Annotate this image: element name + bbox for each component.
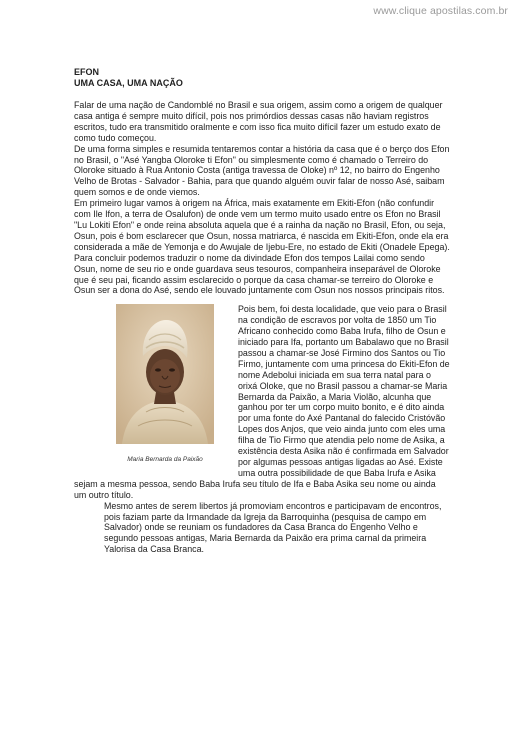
- portrait-photo: [116, 304, 214, 444]
- paragraph-history: De uma forma simples e resumida tentaremos contar a história da casa que é o berço dos Efon no Brasil, o "Asé Yangba Oloroke ti Efon" ou simplesmente como é chamado o Terreiro do Oloroke situado à Rua Antonio Costa (antiga travessa de Oloke) nº 12, no bairro do Engenho Velho de Brotas - Salvador - Bahia, para que quando alguém ouvir falar de nosso Asé, saibam quem somos e de onde viemos.: [74, 143, 450, 198]
- site-watermark: www.clique apostilas.com.br: [373, 5, 508, 17]
- document-page: [74, 67, 450, 555]
- portrait-figure: [102, 304, 228, 464]
- paragraph-arrival: Pois bem, foi desta localidade, que veio para o Brasil na condição de escravos por volta de 1850 um Tio Africano conhecido como Baba Irufa, filho de Osun e iniciado para Ifa, portanto um Babalawo que no Brasil passou a chamar-se José Firmino dos Santos ou Tio Firmo, juntamente com uma princesa do Ekiti-Efon de nome Adebolui iniciada em sua terra natal para o orixá Oloke, que no Brasil passou a chamar-se Maria Bernarda da Paixão, a Maria Violão, alcunha que ganhou por ter um corpo muito bonito, e é dito ainda por uma fonte do Axé Pantanal do falecido Cristóvão Lopes dos Anjos, que veio ainda junto com eles uma filha de Tio Firmo que atendia pelo nome de Asika, a existência desta Asika não é confirmada em Salvador por algumas pessoas antigas ligadas ao Asé. Existe uma outra possibilidade de que Baba Irufa e Asika sejam a mesma pessoa, sendo Baba Irufa seu título de Ifa e Baba Asika seu nome ou ainda um outro título.: [74, 304, 450, 500]
- title-line-2: UMA CASA, UMA NAÇÃO: [74, 78, 183, 88]
- paragraph-brotherhood: Mesmo antes de serem libertos já promoviam encontros e participavam de encontros, pois faziam parte da Irmandade da Igreja da Barroquinha (pesquisa de campo em Salvador) onde se reuniam os fundadores da Casa Branca do Engenho Velho e segundo pessoas antigas, Maria Bernarda da Paixão era prima carnal da primeira Yalorisa da Casa Branca.: [104, 500, 442, 555]
- document-title: [74, 67, 450, 89]
- paragraph-intro: Falar de uma nação de Candomblé no Brasil e sua origem, assim como a origem de qualquer casa antiga é sempre muito difícil, pois nos primórdios dessas casas não haviam registros escritos, tudo era transmitido oralmente e com isso fica muito difícil fazer um estudo exato de como tudo começou.: [74, 100, 443, 143]
- portrait-caption: Maria Bernarda da Paixão: [127, 456, 203, 464]
- title-line-1: EFON: [74, 67, 100, 77]
- portrait-image: [116, 304, 214, 444]
- paragraph-origin: Em primeiro lugar vamos à origem na África, mais exatamente em Ekiti-Efon (não confundir com Ile Ifon, a terra de Osalufon) de onde vem um termo muito usado entre os Efon no Brasil "Lu Lokiti Efon" e onde reina absoluta aquela que é a rainha da nação no Brasil, Efon, ou seja, Osun, pois é bom esclarecer que Osun, nossa matriarca, é nascida em Ekiti-Efon, onde ela era considerada a mãe de Yemonja e do Awujale de Ijebu-Ere, no estado de Ekiti (Onadele Epega). Para concluir podemos traduzir o nome da divindade Efon dos tempos Lailai como sendo Osun, nome de seu rio e onde guardava seus tesouros, companheira inseparável de Oloroke que é seu pai, ficando assim esclarecido o porque da casa chamar-se terreiro do Oloroke e Osun ser a dona do Asé, sendo ele louvado juntamente com Osun nos nossos principais ritos.: [74, 198, 450, 296]
